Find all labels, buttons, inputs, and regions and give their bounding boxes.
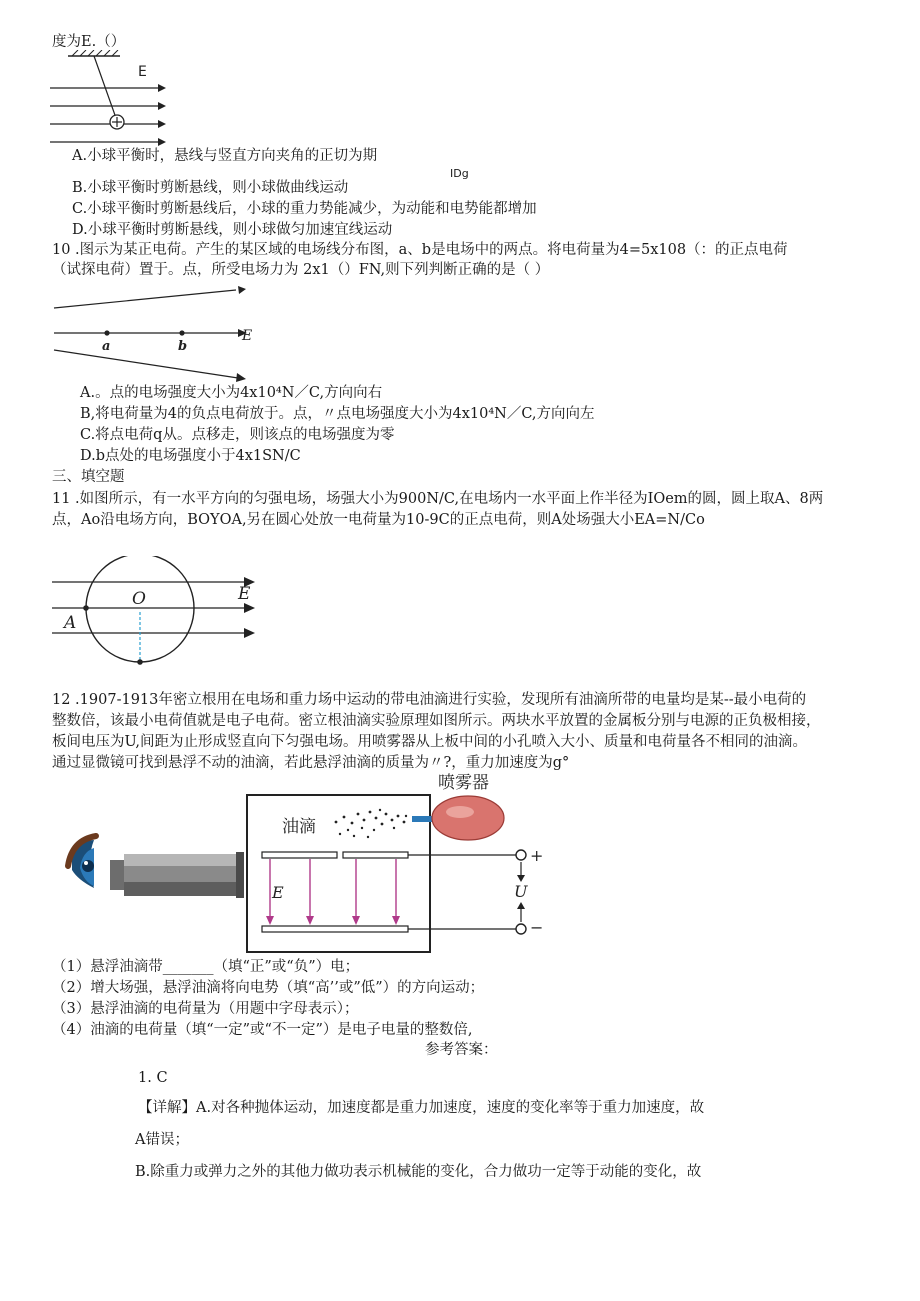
point-B (137, 659, 143, 665)
q12-fig-label-E: E (272, 883, 284, 902)
q9-fraction-denominator: IDg (450, 167, 469, 180)
q11-fig-label-O: O (132, 589, 146, 609)
q12-sub-4: （4）油滴的电荷量（填“一定”或“不一定”）是电子电量的整数倍, (52, 1022, 473, 1038)
section3-title: 三、填空题 (52, 469, 125, 485)
q11-figure-circle-field (52, 556, 262, 671)
q9-option-c: C.小球平衡时剪断悬线后，小球的重力势能减少，为动能和电势能都增加 (72, 201, 537, 217)
q12-fig-label-oil: 油滴 (282, 817, 316, 837)
q12-fig-label-plus: + (530, 846, 544, 865)
q10-stem-line1: 10 .图示为某正电荷。产生的某区域的电场线分布图，a、b是电场中的两点。将电荷量为4=5x108（：的正点电荷 (52, 242, 788, 258)
q11-fig-label-E: E (238, 584, 251, 604)
answer-detail-line2: A错误； (135, 1132, 189, 1148)
q12-sub-3: （3）悬浮油滴的电荷量为（用题中字母表示）； (52, 1001, 359, 1017)
q10-option-a: A.。点的电场强度大小为4x10⁴N／C,方向向右 (80, 385, 383, 401)
answers-title: 参考答案： (425, 1042, 498, 1058)
q9-figure-pendulum (50, 50, 175, 150)
q12-sub-2: （2）增大场强，悬浮油滴将向电势（填“高’’或”低”）的方向运动； (52, 980, 485, 996)
q10-fig-label-a: a (102, 339, 111, 354)
terminal-negative (516, 924, 526, 934)
answer-1: 1. C (138, 1070, 168, 1086)
q10-fig-label-b: b (178, 339, 188, 354)
q9-option-b: B.小球平衡时剪断悬线，则小球做曲线运动 (72, 180, 349, 196)
q12-fig-label-sprayer: 喷雾器 (438, 773, 489, 793)
answer-detail-line1: 【详解】A.对各种抛体运动，加速度都是重力加速度，速度的变化率等于重力加速度，故 (138, 1100, 705, 1116)
q11-stem-line1: 11 .如图所示，有一水平方向的匀强电场，场强大小为900N/C,在电场内一水平面上作半径为IOem的圆，圆上取A、8两 (52, 491, 824, 507)
q10-fig-label-E: E (242, 328, 253, 344)
microscope-icon (110, 852, 244, 898)
pendulum-string (94, 56, 116, 118)
q10-figure-field-lines (52, 284, 267, 384)
upper-plate-right (343, 852, 408, 858)
q10-option-b: B,将电荷量为4的负点电荷放于。点，〃点电场强度大小为4x10⁴N／C,方向向左 (80, 406, 595, 422)
q12-fig-label-U: U (514, 882, 528, 901)
q11-fig-label-A: A (64, 613, 77, 633)
point-A (83, 605, 89, 611)
sprayer-nozzle (412, 816, 434, 822)
upper-plate-left (262, 852, 337, 858)
q9-option-a: A.小球平衡时，悬线与竖直方向夹角的正切为期 (72, 148, 378, 164)
point-a (104, 330, 109, 335)
terminal-positive (516, 850, 526, 860)
q10-option-d: D.b点处的电场强度小于4x1SN/C (80, 448, 301, 464)
q11-stem-line2: 点，Ao沿电场方向，BOYOA,另在圆心处放一电荷量为10-9C的正点电荷，则A处场强大小EA=N/Co (52, 512, 705, 528)
q12-stem-line3: 板间电压为U,间距为止形成竖直向下匀强电场。用喷雾器从上板中间的小孔喷入大小、质量和电荷量各不相同的油滴。 (52, 734, 807, 750)
q12-stem-line1: 12 .1907-1913年密立根用在电场和重力场中运动的带电油滴进行实验，发现所有油滴所带的电量均是某--最小电荷的 (52, 692, 807, 708)
q9-stem-tail: 度为E.（） (52, 34, 126, 50)
sprayer-bulb-icon (432, 796, 504, 840)
q12-stem-line4: 通过显微镜可找到悬浮不动的油滴，若此悬浮油滴的质量为〃?，重力加速度为g° (52, 755, 570, 771)
lower-plate (262, 926, 408, 932)
q12-fig-label-minus: − (530, 918, 544, 937)
q10-stem-line2: （试探电荷）置于。点，所受电场力为 2x1（）FN,则下列判断正确的是（ ） (52, 262, 550, 278)
eye-icon (68, 836, 96, 888)
q12-stem-line2: 整数倍，该最小电荷值就是电子电荷。密立根油滴实验原理如图所示。两块水平放置的金属板分别与电源的正负极相接， (52, 713, 821, 729)
q12-figure-millikan-apparatus (50, 770, 550, 955)
q9-fig-label-E: E (138, 64, 147, 80)
answer-detail-line3: B.除重力或弹力之外的其他力做功表示机械能的变化，合力做功一定等于动能的变化，故 (135, 1164, 702, 1180)
q10-option-c: C.将点电荷q从。点移走，则该点的电场强度为零 (80, 427, 395, 443)
q12-sub-1: （1）悬浮油滴带_______（填“正”或“负”）电； (52, 959, 360, 975)
circle (86, 556, 194, 662)
q9-option-d: D.小球平衡时剪断悬线，则小球做匀加速宜线运动 (72, 222, 393, 238)
point-b (179, 330, 184, 335)
